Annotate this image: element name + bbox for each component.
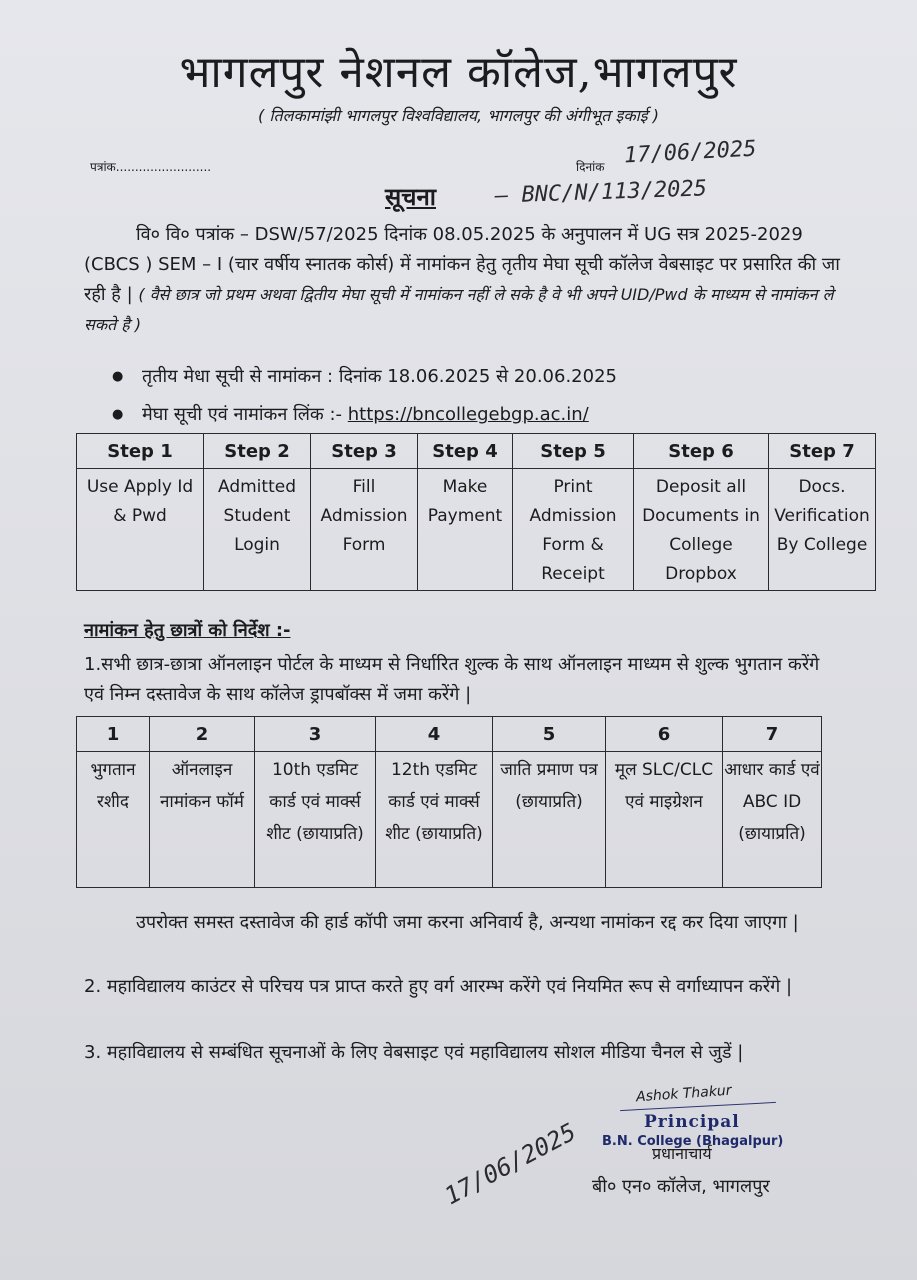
steps-cell: Print Admission Form & Receipt	[513, 469, 634, 591]
docs-header-cell: 1	[77, 717, 150, 752]
notice-paragraph-main: वि० वि० पत्रांक – DSW/57/2025 दिनांक 08.05.2025 के अनुपालन में UG सत्र 2025-2029 (CBCS ) SEM – I (चार वर्षीय स्नातक कोर्स) में नामांकन हेतु तृतीय मेघा सूची कॉलेज वेबसाइट पर प्रसारित की जा रही है |	[84, 224, 840, 305]
college-subtitle: ( तिलकामांझी भागलपुर विश्वविद्यालय, भागलपुर की अंगीभूत इकाई )	[258, 106, 659, 125]
docs-cell: मूल SLC/CLC एवं माइग्रेशन	[606, 752, 723, 888]
college-title: भागलपुर नेशनल कॉलेज,भागलपुर	[179, 47, 738, 98]
notice-title: सूचना	[385, 183, 436, 211]
principal-signature-name: Ashok Thakur	[635, 1082, 733, 1106]
steps-cell: Make Payment	[418, 469, 513, 591]
id-card-paragraph: 2. महाविद्यालय काउंटर से परिचय पत्र प्राप्त करते हुए वर्ग आरम्भ करेंगे एवं नियमित रूप से वर्गाध्यापन करेंगे |	[84, 976, 793, 997]
docs-header-cell: 6	[606, 717, 723, 752]
handwritten-date: 17/06/2025	[623, 136, 758, 169]
notice-reference: – BNC/N/113/2025	[494, 176, 708, 209]
principal-stamp-title: Principal	[644, 1112, 740, 1132]
docs-content-row	[77, 752, 822, 888]
notice-paragraph-note: ( वैसे छात्र जो प्रथम अथवा द्वितीय मेघा सूची में नामांकन नहीं ले सके है वे भी अपने UID/Pwd के माध्यम से नामांकन ले सकते है )	[84, 285, 834, 334]
bullet-list	[112, 358, 617, 434]
steps-cell: Use Apply Id & Pwd	[77, 469, 204, 591]
docs-header-row	[77, 717, 822, 752]
patrank-label: पत्रांक.........................	[90, 160, 212, 174]
college-website-link[interactable]: https://bncollegebgp.ac.in/	[347, 404, 589, 425]
handwritten-signature-date: 17/06/2025	[439, 1117, 581, 1211]
docs-cell: आधार कार्ड एवं ABC ID (छायाप्रति)	[723, 752, 822, 888]
docs-cell: 10th एडमिट कार्ड एवं मार्क्स शीट (छायाप्रति)	[255, 752, 376, 888]
instructions-heading: नामांकन हेतु छात्रों को निर्देश :-	[84, 620, 291, 641]
documents-table	[76, 716, 822, 888]
hardcopy-paragraph: उपरोक्त समस्त दस्तावेज की हार्ड कॉपी जमा करना अनिवार्य है, अन्यथा नामांकन रद्द कर दिया जाएगा |	[136, 912, 799, 933]
docs-cell: 12th एडमिट कार्ड एवं मार्क्स शीट (छायाप्रति)	[376, 752, 493, 888]
steps-header-cell: Step 7	[769, 434, 876, 469]
steps-cell: Admitted Student Login	[204, 469, 311, 591]
steps-cell: Fill Admission Form	[311, 469, 418, 591]
docs-cell: जाति प्रमाण पत्र (छायाप्रति)	[493, 752, 606, 888]
steps-table	[76, 433, 876, 591]
steps-cell: Docs. Verification By College	[769, 469, 876, 591]
docs-header-cell: 4	[376, 717, 493, 752]
steps-header-row	[77, 434, 876, 469]
docs-header-cell: 3	[255, 717, 376, 752]
social-media-paragraph: 3. महाविद्यालय से सम्बंधित सूचनाओं के लिए वेबसाइट एवं महाविद्यालय सोशल मीडिया चैनल से जुडें |	[84, 1042, 744, 1063]
college-name-hindi: बी० एन० कॉलेज, भागलपुर	[592, 1176, 770, 1197]
dinank-label: दिनांक	[576, 160, 605, 174]
instructions-paragraph: 1.सभी छात्र-छात्रा ऑनलाइन पोर्टल के माध्यम से निर्धारित शुल्क के साथ ऑनलाइन माध्यम से शुल्क भुगतान करेंगे एवं निम्न दस्तावेज के साथ कॉलेज ड्रापबॉक्स में जमा करेंगे |	[84, 654, 820, 705]
principal-title-hindi: प्रधानाचार्य	[652, 1144, 712, 1163]
docs-header-cell: 7	[723, 717, 822, 752]
docs-header-cell: 5	[493, 717, 606, 752]
steps-header-cell: Step 2	[204, 434, 311, 469]
principal-stamp-college: B.N. College (Bhagalpur)	[602, 1134, 784, 1149]
docs-cell: भुगतान रशीद	[77, 752, 150, 888]
steps-cell: Deposit all Documents in College Dropbox	[634, 469, 769, 591]
steps-header-cell: Step 5	[513, 434, 634, 469]
docs-header-cell: 2	[150, 717, 255, 752]
steps-header-cell: Step 4	[418, 434, 513, 469]
steps-header-cell: Step 3	[311, 434, 418, 469]
link-label: मेघा सूची एवं नामांकन लिंक :-	[142, 404, 348, 425]
bullet-item-link	[112, 396, 617, 434]
bullet-item-dates: ● तृतीय मेधा सूची से नामांकन : दिनांक 18.06.2025 से 20.06.2025	[112, 358, 617, 396]
steps-header-cell: Step 6	[634, 434, 769, 469]
notice-paragraph	[84, 220, 844, 340]
steps-content-row	[77, 469, 876, 591]
docs-cell: ऑनलाइन नामांकन फॉर्म	[150, 752, 255, 888]
steps-header-cell: Step 1	[77, 434, 204, 469]
